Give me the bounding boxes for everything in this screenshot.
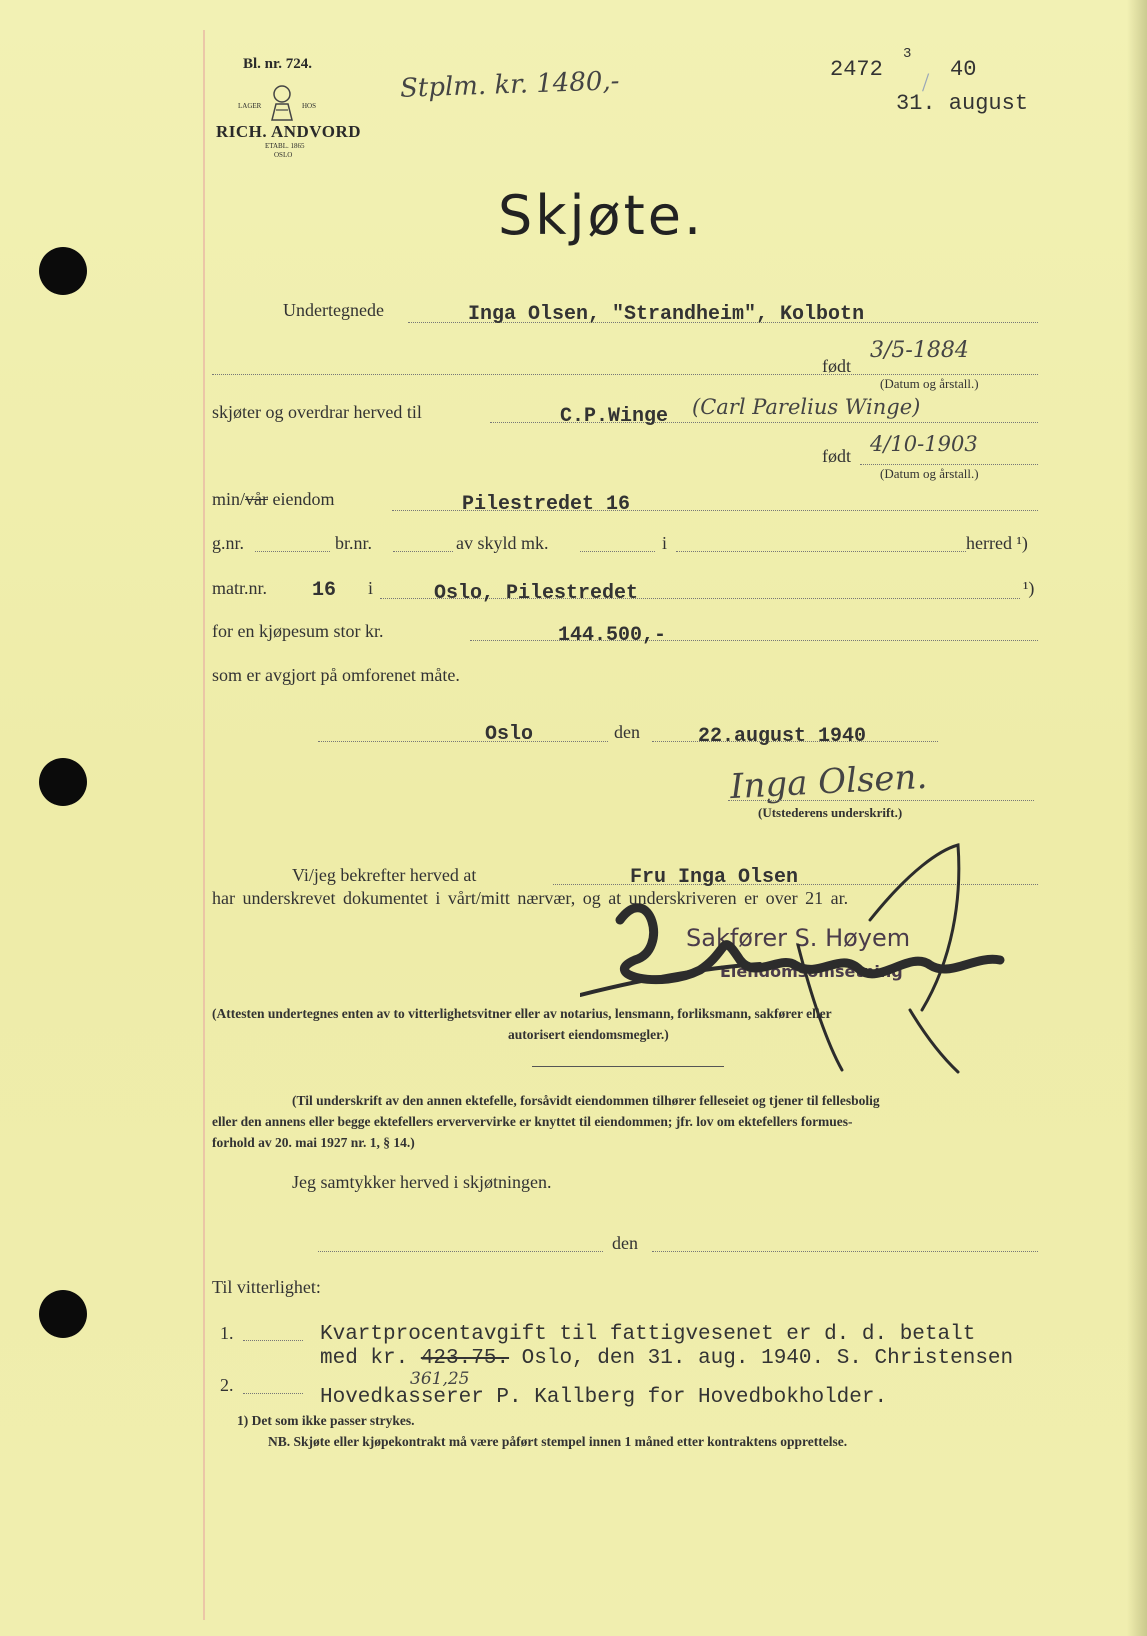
seller-date-hint: (Datum og årstall.) [880,376,979,391]
witness-number-1: 1. [220,1323,234,1343]
price-label: for en kjøpesum stor kr. [212,621,384,641]
undersigned-label: Undertegnede [283,300,384,320]
buyer-value: C.P.Winge [560,405,669,428]
price-dotted-line [470,640,1038,641]
buyer-handwritten-note: (Carl Parelius Winge) [692,395,921,419]
brnr-dotted-line [393,551,453,552]
settled-label: som er avgjort på omforenet måte. [212,665,460,685]
seller-born-dotted-line [212,374,1038,375]
tax-stamp-line2 [320,1347,1013,1370]
page-title: Skjøte. [498,184,705,247]
section-divider [532,1066,724,1067]
publisher-logo-icon [262,82,302,122]
signature-dotted-line [728,800,1034,801]
herred-label: herred ¹) [966,533,1028,553]
buyer-born-dotted-line [860,464,1038,465]
den-label: den [614,722,640,742]
registry-year: 40 [950,57,977,82]
herred-dotted-line [676,551,966,552]
signature-caption: (Utstederens underskrift.) [758,805,903,820]
skyld-dotted-line [580,551,655,552]
price-value: 144.500,- [558,624,667,647]
place-value: Oslo [485,723,534,746]
publisher-name: RICH. ANDVORD [216,122,361,141]
registry-slash: / [922,68,930,97]
matr-label: matr.nr. [212,578,267,598]
registry-number: 2472 [830,57,883,82]
tax-stamp-line3: Hovedkasserer P. Kallberg for Hovedbokholder. [320,1386,888,1409]
gnr-label: g.nr. [212,533,245,553]
spouse-note-line3: forhold av 20. mai 1927 nr. 1, § 14.) [212,1135,415,1150]
margin-rule [203,30,205,1620]
property-value: Pilestredet 16 [462,493,631,516]
place-dotted-line [318,741,608,742]
lawyer-signature-scribble [580,840,1040,1080]
logo-right-text: HOS [302,102,317,110]
i-label: i [662,533,668,553]
tax-stamp-line2-pre: med kr. [320,1347,421,1370]
witness-2-dotted-line [243,1393,303,1394]
tax-stamp-struck-amount: 423.75. [420,1347,510,1370]
lawyer-stamp-business: Eiendomsomsetning [720,962,903,981]
spouse-den-label: den [612,1233,638,1253]
attest-statement: har underskrevet dokumentet i vårt/mitt nærvær, og at underskriveren er over 21 ar. [212,888,849,908]
stamp-fee-note: Stplm. kr. 1480,- [399,66,620,104]
registry-date: 31. august [896,91,1029,116]
witness-number-2: 2. [220,1375,234,1395]
buyer-date-hint: (Datum og årstall.) [880,466,979,481]
punch-hole-bottom [39,1290,87,1338]
matr-footnote-mark: ¹) [1023,578,1035,598]
punch-hole-middle [39,758,87,806]
property-label-post: eiendom [268,489,335,509]
issuer-signature: Inga Olsen. [729,756,929,808]
witness-label: Til vitterlighet: [212,1277,321,1297]
publisher-city: OSLO [274,151,293,159]
registry-superscript: 3 [903,46,912,62]
transfer-label: skjøter og overdrar herved til [212,402,422,422]
brnr-label: br.nr. [335,533,373,553]
lawyer-stamp-name: Sakfører S. Høyem [686,924,911,952]
buyer-born-label: født [822,446,851,466]
skyld-label: av skyld mk. [456,533,549,553]
tax-stamp-correction: 361,25 [410,1369,470,1389]
footnote-nb: NB. Skjøte eller kjøpekontrakt må være påført stempel innen 1 måned etter kontraktens opprettelse. [268,1434,848,1449]
attest-witness-value: Fru Inga Olsen [630,866,799,889]
matr-value: 16 [312,579,337,602]
gnr-dotted-line [255,551,330,552]
property-label-struck: vår [245,489,268,509]
date-value: 22.august 1940 [698,725,867,748]
undersigned-value: Inga Olsen, "Strandheim", Kolbotn [468,303,865,326]
logo-left-text: LAGER [238,102,262,110]
matr-i-label: i [368,578,374,598]
tax-stamp-line1: Kvartprocentavgift til fattigvesenet er d. d. betalt [320,1323,976,1346]
attest-note-line2: autorisert eiendomsmegler.) [508,1027,669,1042]
footnote-1: 1) Det som ikke passer strykes. [237,1413,415,1428]
spouse-place-dotted-line [318,1251,603,1252]
spouse-note-line2: eller den annens eller begge ektefellers erververvirke er knyttet til eiendommen; jfr. lov om ektefellers formues- [212,1114,853,1129]
seller-born-value: 3/5-1884 [870,338,969,363]
tax-stamp-line2-post: Oslo, den 31. aug. 1940. S. Christensen [509,1347,1014,1370]
punch-hole-top [39,247,87,295]
spouse-date-dotted-line [652,1251,1038,1252]
spouse-consent: Jeg samtykker herved i skjøtningen. [292,1172,552,1192]
spouse-note-line1: (Til underskrift av den annen ektefelle, forsåvidt eiendommen tilhører felleseiet og tjener til fellesbolig [292,1093,880,1108]
property-label [212,489,334,510]
witness-1-dotted-line [243,1340,303,1341]
page-edge-shadow [1127,0,1147,1636]
property-label-pre: min/ [212,489,246,509]
matr-place: Oslo, Pilestredet [434,582,639,605]
seller-born-label: født [822,356,851,376]
form-number: Bl. nr. 724. [243,56,313,72]
publisher-established: ETABL. 1865 [265,142,305,150]
buyer-born-value: 4/10-1903 [870,432,978,456]
attest-note-line1: (Attesten undertegnes enten av to vitterlighetsvitner eller av notarius, lensmann, forliksmann, sakfører eller [212,1006,832,1021]
attest-label: Vi/jeg bekrefter herved at [292,865,477,885]
